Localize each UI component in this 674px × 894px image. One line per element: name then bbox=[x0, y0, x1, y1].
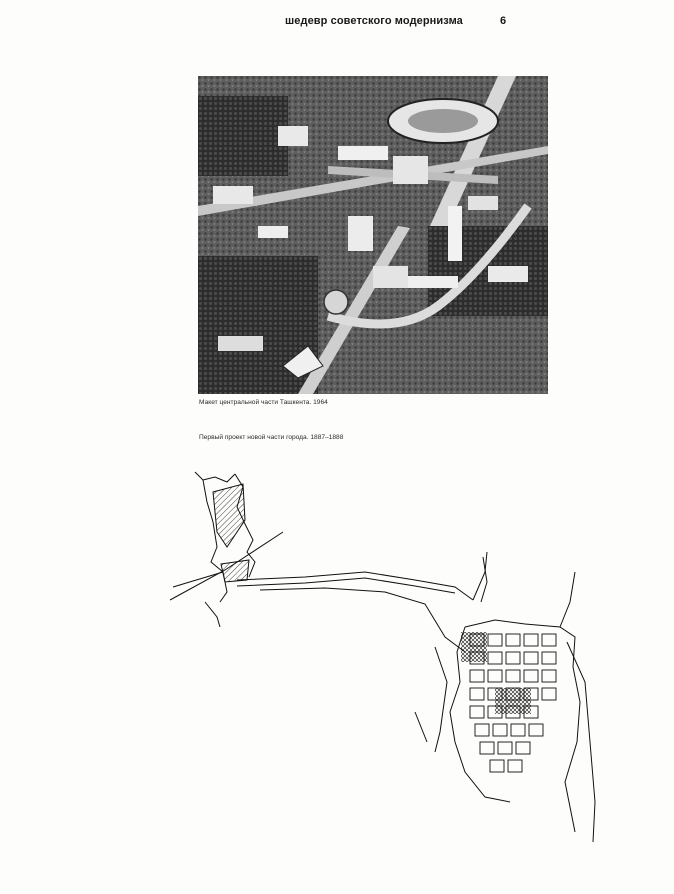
plan-caption: Первый проект новой части города. 1887–1888 bbox=[199, 434, 344, 441]
photo-caption: Макет центральной части Ташкента. 1964 bbox=[199, 399, 328, 406]
city-plan-drawing bbox=[165, 452, 605, 847]
model-photograph bbox=[198, 76, 548, 394]
running-title: шедевр советского модернизма bbox=[285, 15, 463, 27]
page-number: 6 bbox=[500, 15, 507, 27]
